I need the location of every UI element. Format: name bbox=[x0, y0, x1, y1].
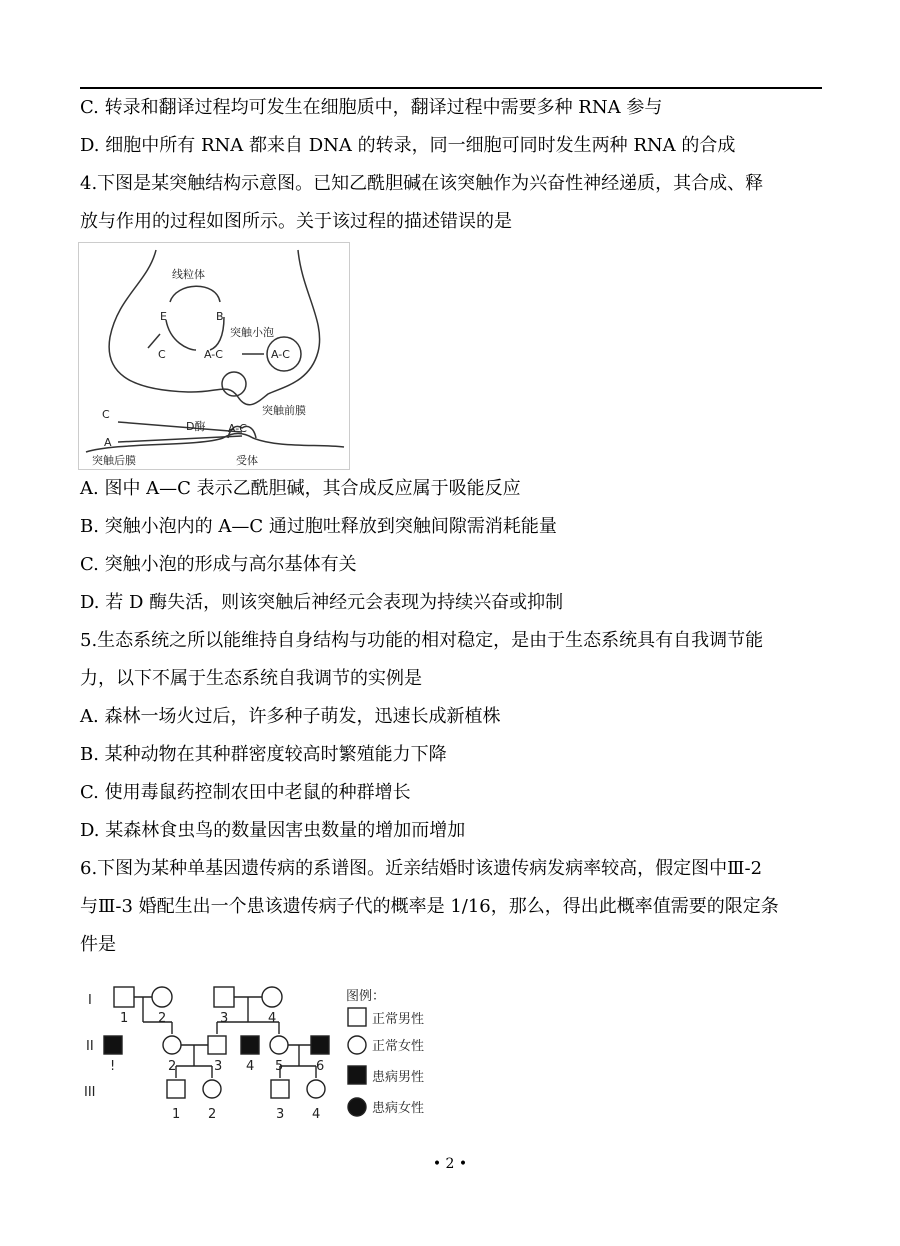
ii-1: ! bbox=[110, 1059, 116, 1074]
question-5-stem: 5.生态系统之所以能维持自身结构与功能的相对稳定，是由于生态系统具有自我调节能 bbox=[80, 630, 764, 651]
label-vesicle: 突触小泡 bbox=[230, 326, 274, 339]
i-4: 4 bbox=[268, 1011, 277, 1026]
label-c-top: C bbox=[158, 348, 166, 361]
iii-4: 4 bbox=[312, 1107, 321, 1122]
ii-4: 4 bbox=[246, 1059, 255, 1074]
i-3: 3 bbox=[220, 1011, 229, 1026]
question-6-stem-cont: 与Ⅲ-3 婚配生出一个患该遗传病子代的概率是 1/16，那么，得出此概率值需要的限定条 bbox=[80, 896, 779, 917]
legend-affected-male: 患病男性 bbox=[372, 1070, 425, 1085]
label-ac-receptor: A-C bbox=[228, 422, 247, 435]
top-rule bbox=[80, 87, 822, 89]
option-b-q5: B. 某种动物在其种群密度较高时繁殖能力下降 bbox=[80, 744, 447, 765]
ii-2: 2 bbox=[168, 1059, 177, 1074]
label-presynaptic-membrane: 突触前膜 bbox=[262, 404, 306, 417]
option-a-q5: A. 森林一场火过后，许多种子萌发，迅速长成新植株 bbox=[80, 706, 501, 727]
label-c-bottom: C bbox=[102, 408, 110, 421]
label-receptor: 受体 bbox=[236, 454, 258, 467]
ii-3: 3 bbox=[214, 1059, 223, 1074]
option-d-q4: D. 若 D 酶失活，则该突触后神经元会表现为持续兴奋或抑制 bbox=[80, 592, 564, 613]
label-a: A bbox=[104, 436, 112, 449]
iii-2: 2 bbox=[208, 1107, 217, 1122]
option-d-q3: D. 细胞中所有 RNA 都来自 DNA 的转录，同一细胞可同时发生两种 RNA 的合成 bbox=[80, 135, 736, 156]
option-c-q5: C. 使用毒鼠药控制农田中老鼠的种群增长 bbox=[80, 782, 411, 803]
legend-title: 图例： bbox=[346, 989, 386, 1004]
option-c-q3: C. 转录和翻译过程均可发生在细胞质中，翻译过程中需要多种 RNA 参与 bbox=[80, 97, 663, 118]
option-d-q5: D. 某森林食虫鸟的数量因害虫数量的增加而增加 bbox=[80, 820, 466, 841]
iii-3: 3 bbox=[276, 1107, 285, 1122]
legend-normal-female: 正常女性 bbox=[372, 1039, 425, 1054]
label-e: E bbox=[160, 310, 167, 323]
question-4-stem: 4.下图是某突触结构示意图。已知乙酰胆碱在该突触作为兴奋性神经递质，其合成、释 bbox=[80, 173, 764, 194]
page-number: • 2 • bbox=[432, 1156, 468, 1172]
gen-label-3: III bbox=[84, 1085, 96, 1100]
synapse-diagram bbox=[78, 242, 350, 470]
label-ac-vesicle: A-C bbox=[271, 348, 290, 361]
legend-normal-male: 正常男性 bbox=[372, 1012, 425, 1027]
label-postsynaptic-membrane: 突触后膜 bbox=[92, 454, 136, 467]
question-5-stem-cont: 力，以下不属于生态系统自我调节的实例是 bbox=[80, 668, 422, 689]
question-6-stem-end: 件是 bbox=[80, 934, 116, 955]
label-d-enzyme: D酶 bbox=[186, 420, 206, 433]
gen-label-1: I bbox=[88, 993, 92, 1008]
question-6-stem: 6.下图为某种单基因遗传病的系谱图。近亲结婚时该遗传病发病率较高，假定图中Ⅲ-2 bbox=[80, 858, 763, 879]
option-c-q4: C. 突触小泡的形成与高尔基体有关 bbox=[80, 554, 357, 575]
option-a-q4: A. 图中 A—C 表示乙酰胆碱，其合成反应属于吸能反应 bbox=[80, 478, 521, 499]
gen-label-2: II bbox=[86, 1039, 94, 1054]
ii-6: 6 bbox=[316, 1059, 325, 1074]
iii-1: 1 bbox=[172, 1107, 181, 1122]
i-2: 2 bbox=[158, 1011, 167, 1026]
label-b: B bbox=[216, 310, 224, 323]
label-mitochondria: 线粒体 bbox=[172, 268, 205, 281]
label-ac-left: A-C bbox=[204, 348, 223, 361]
pedigree-chart bbox=[82, 982, 462, 1132]
ii-5: 5 bbox=[275, 1059, 284, 1074]
option-b-q4: B. 突触小泡内的 A—C 通过胞吐释放到突触间隙需消耗能量 bbox=[80, 516, 557, 537]
legend-affected-female: 患病女性 bbox=[372, 1101, 425, 1116]
question-4-stem-cont: 放与作用的过程如图所示。关于该过程的描述错误的是 bbox=[80, 211, 512, 232]
i-1: 1 bbox=[120, 1011, 129, 1026]
